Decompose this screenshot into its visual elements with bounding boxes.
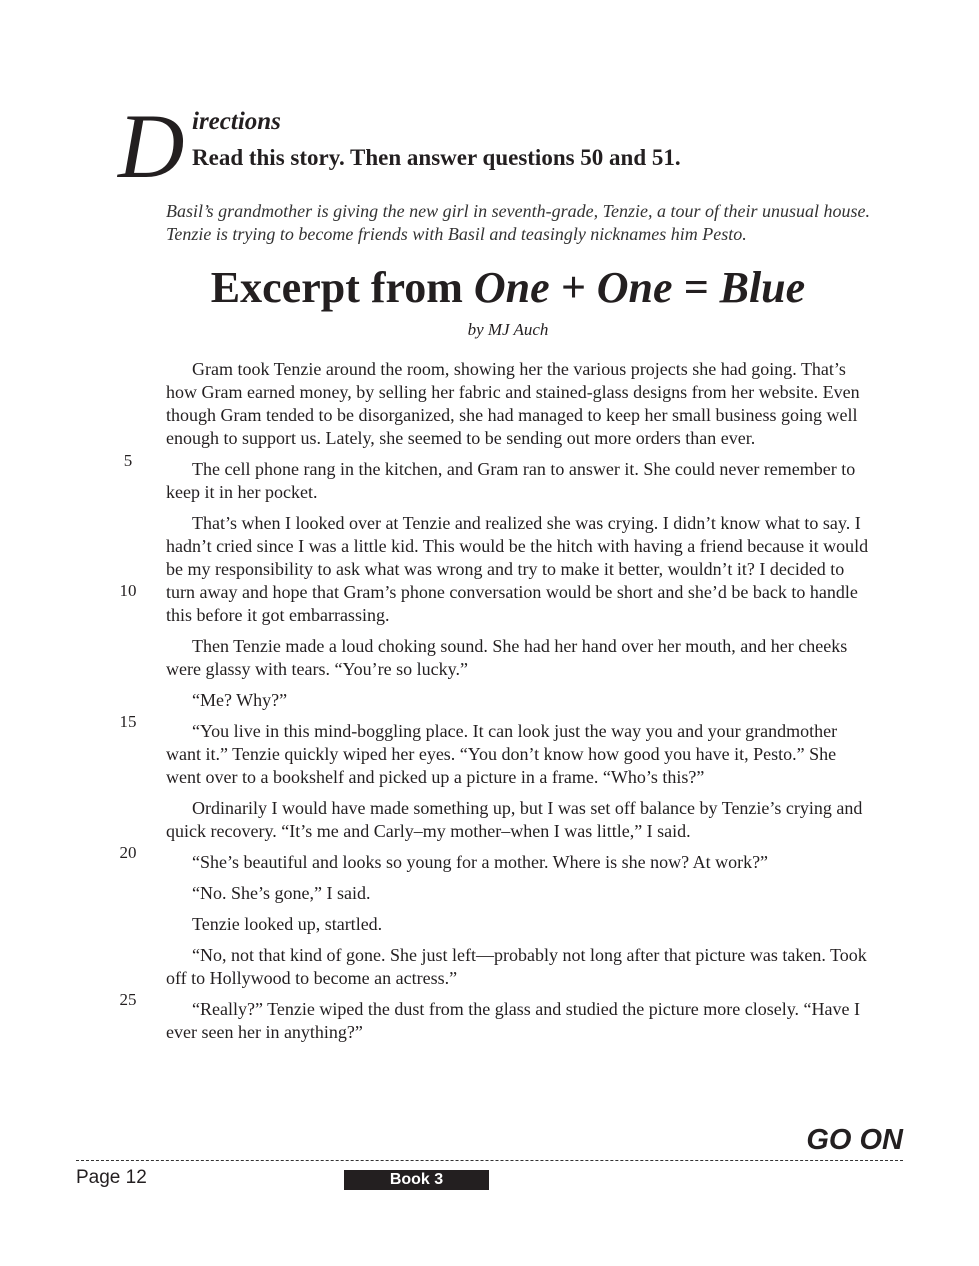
story-title-italic: One + One = Blue (473, 263, 806, 312)
line-number: 15 (119, 712, 137, 731)
story-byline: by MJ Auch (467, 320, 549, 339)
story-paragraph: “You live in this mind-boggling place. It can look just the way you and your grandmother want it.” Tenzie quickly wiped her eyes. “You don’t know how good you have it, Pesto.” She went over to a bookshelf and picked up a picture in a frame. “Who’s this?” (166, 721, 838, 787)
story-paragraph: That’s when I looked over at Tenzie and realized she was crying. I didn’t know what to say. I hadn’t cried since I was a little kid. This would be the hitch with having a friend because it would be my responsibility to ask what was wrong and try to make it better, wouldn’t it? I decided to turn away and hope that Gram’s phone conversation would be short and she’d be back to handle this before it got embarrassing. (166, 513, 869, 625)
directions-title: irections (192, 108, 281, 135)
story-paragraph: “No, not that kind of gone. She just left—probably not long after that picture was taken. Took off to Hollywood to become an actress.” (166, 945, 867, 988)
story-paragraph: Then Tenzie made a loud choking sound. She had her hand over her mouth, and her cheeks were glassy with tears. “You’re so lucky.” (166, 636, 848, 679)
story-paragraph: “Me? Why?” (192, 690, 288, 710)
go-on-label: GO ON (806, 1124, 903, 1156)
page-number: Page 12 (76, 1167, 147, 1188)
line-number: 25 (119, 990, 137, 1009)
directions-text: Read this story. Then answer questions 50 and 51. (192, 145, 681, 170)
story-paragraph: Ordinarily I would have made something up, but I was set off balance by Tenzie’s crying and quick recovery. “It’s me and Carly–my mother–when I was little,” I said. (166, 798, 863, 841)
story-paragraph: The cell phone rang in the kitchen, and Gram ran to answer it. She could never remember to keep it in her pocket. (166, 459, 856, 502)
story-paragraph: “Really?” Tenzie wiped the dust from the glass and studied the picture more closely. “Have I ever seen her in anything?” (166, 999, 861, 1042)
story-paragraph: “She’s beautiful and looks so young for a mother. Where is she now? At work?” (192, 852, 769, 872)
story-body (166, 358, 871, 1052)
footer-divider (76, 1160, 903, 1161)
story-title (0, 262, 979, 313)
line-number: 20 (119, 843, 137, 862)
book-label: Book 3 (344, 1170, 489, 1190)
story-paragraph: “No. She’s gone,” I said. (192, 883, 371, 903)
story-title-prefix: Excerpt from (210, 263, 474, 312)
directions-drop-cap: D (118, 95, 185, 197)
story-introduction: Basil’s grandmother is giving the new girl in seventh-grade, Tenzie, a tour of their unusual house. Tenzie is trying to become friends with Basil and teasingly nicknames him Pesto. (166, 201, 870, 244)
line-number: 5 (123, 451, 133, 470)
story-paragraph: Tenzie looked up, startled. (192, 914, 383, 934)
story-paragraph: Gram took Tenzie around the room, showing her the various projects she had going. That’s how Gram earned money, by selling her fabric and stained-glass designs from her website. Even though Gram tended to be disorganized, she had managed to keep her small business going well enough to support us. Lately, she seemed to be sending out more orders than ever. (166, 359, 860, 448)
line-number: 10 (119, 581, 137, 600)
